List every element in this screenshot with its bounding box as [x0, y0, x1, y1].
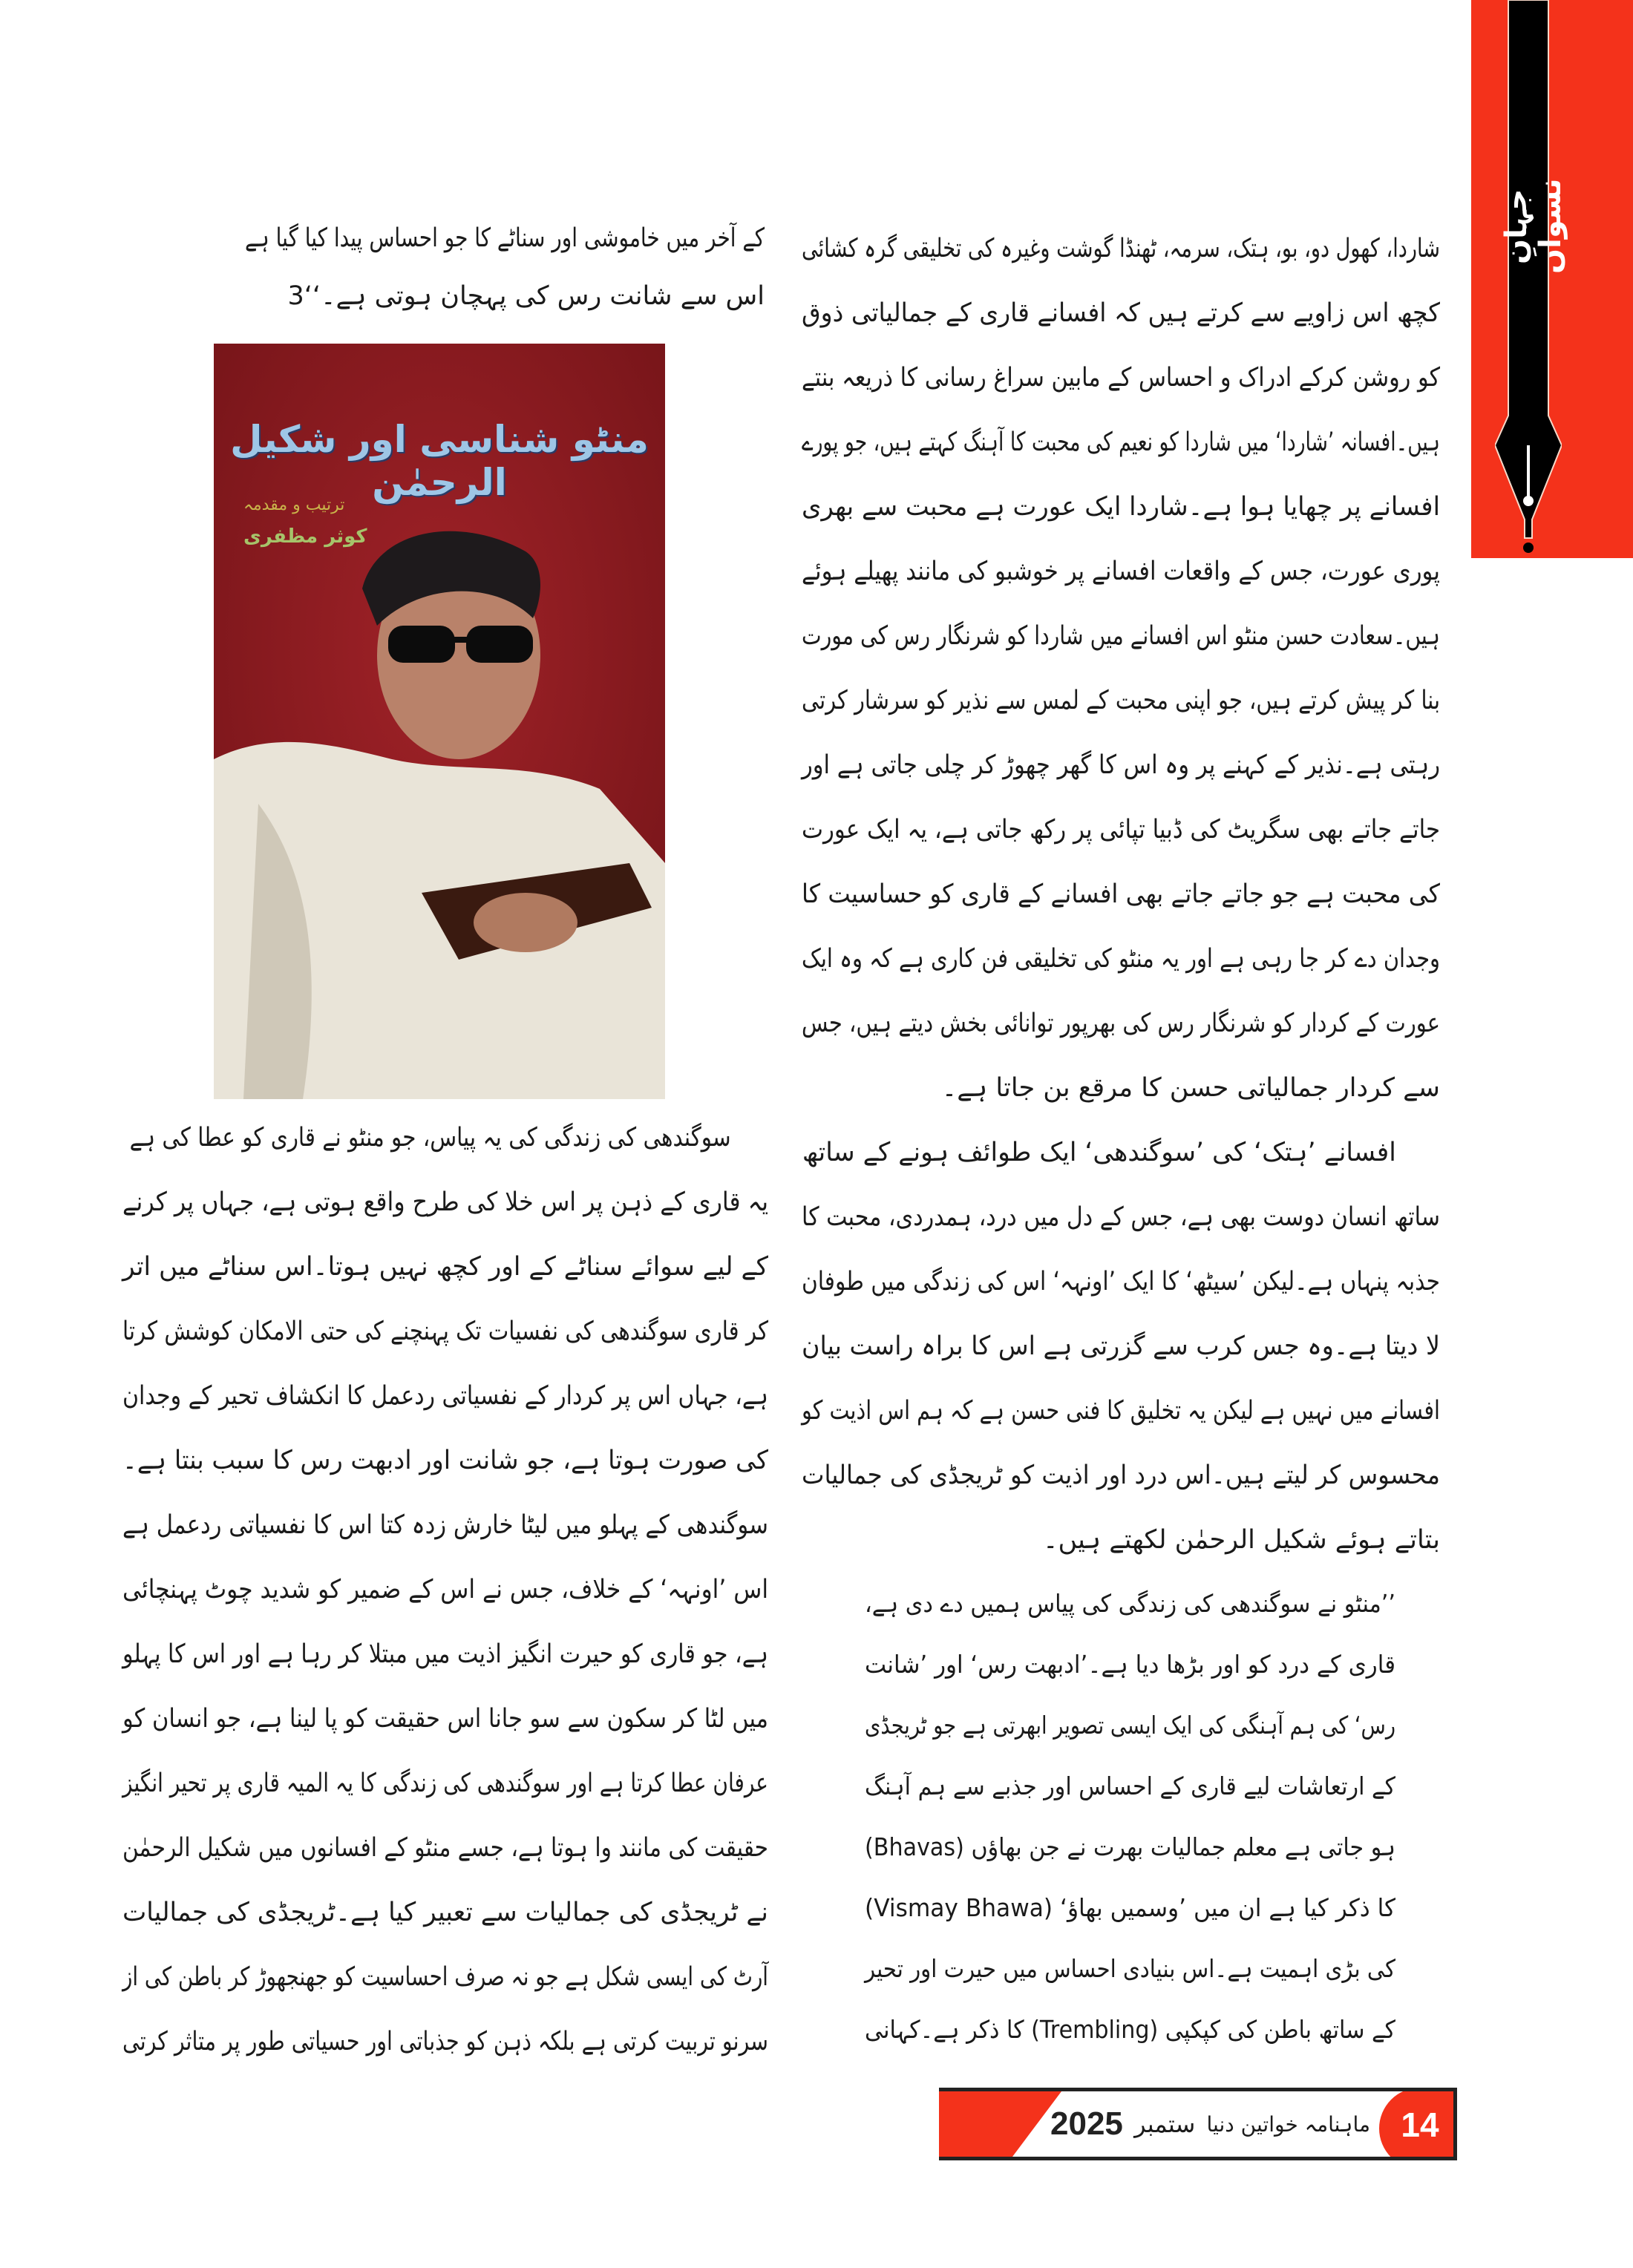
footer-text-row	[1050, 2091, 1370, 2157]
text-line-row	[801, 475, 1440, 540]
text-line: حقیقت کی مانند وا ہوتا ہے، جسے منٹو کے افسانوں میں شکیل الرحمٰن	[122, 1833, 768, 1863]
text-line: ہے، جہاں اس پر کردار کے نفسیاتی ردعمل کا انکشاف تحیر کے وجدان	[122, 1381, 769, 1411]
text-line: سے کردار جمالیاتی حسن کا مرقع بن جاتا ہے۔	[941, 1073, 1440, 1103]
text-line: ساتھ انسان دوست بھی ہے، جس کے دل میں درد، ہمدردی، محبت کا	[802, 1202, 1440, 1232]
right-column-text	[802, 217, 1440, 1573]
text-line-row	[122, 1299, 768, 1364]
text-line-row	[864, 1999, 1395, 2060]
text-line-row	[801, 1314, 1440, 1379]
book-cover-image	[214, 344, 665, 1099]
cover-author: کوثر مظفری	[243, 525, 367, 548]
text-line: ’’منٹو نے سوگندھی کی زندگی کی پیاس ہمیں دے دی ہے،	[864, 1589, 1395, 1618]
text-line: کی محبت ہے جو جاتے جاتے بھی افسانے کے قاری کو حساسیت کا	[801, 879, 1440, 909]
text-line: رہتی ہے۔نذیر کے کہنے پر وہ اس کا گھر چھوڑ کر چلی جاتی ہے اور	[801, 750, 1440, 780]
text-line: ہیں۔افسانہ ’شاردا‘ میں شاردا کو نعیم کی محبت کا آہنگ کہتے ہیں، جو پورے	[802, 427, 1440, 457]
text-line: آرٹ کی ایسی شکل ہے جو نہ صرف احساسیت کو جھنجھوڑ کر باطن کی از	[122, 1962, 768, 1992]
text-line: میں لٹا کر سکون سے سو جانا اس حقیقت کو پا لینا ہے، جو انسان کو	[122, 1704, 768, 1734]
text-line: کے آخر میں خاموشی اور سناٹے کا جو احساس پیدا کیا گیا ہے	[245, 223, 765, 253]
footer-month: ستمبر	[1134, 2110, 1196, 2138]
text-line-row	[801, 540, 1440, 604]
text-line-row	[865, 1878, 1395, 1938]
text-line: جذبہ پنہاں ہے۔لیکن ’سیٹھ‘ کا ایک ’اونہہ‘ اس کی زندگی میں طوفان	[801, 1267, 1440, 1297]
left-column-top-text	[245, 209, 765, 325]
text-line-row	[802, 669, 1440, 733]
text-line-row	[802, 927, 1440, 992]
text-line: بتاتے ہوئے شکیل الرحمٰن لکھتے ہیں۔	[1042, 1525, 1440, 1555]
text-line: کے ارتعاشات لیے قاری کے احساس اور جذبے سے ہم آہنگ	[865, 1772, 1395, 1800]
text-line-row	[802, 410, 1440, 475]
text-line-row	[802, 1121, 1440, 1185]
text-line: وجدان دے کر جا رہی ہے اور یہ منٹو کی تخلیقی فن کاری ہے کہ وہ ایک	[802, 944, 1440, 974]
text-line-row	[865, 1695, 1395, 1756]
text-line: ہیں۔سعادت حسن منٹو اس افسانے میں شاردا کو شرنگار رس کی مورت	[802, 621, 1440, 651]
text-line: سرنو تربیت کرتی ہے بلکہ ذہن کو جذباتی اور حسیاتی طور پر متاثر کرتی	[122, 2027, 768, 2056]
text-line-row	[802, 1443, 1441, 1508]
text-line-row	[122, 1687, 768, 1751]
text-line: کی بڑی اہمیت ہے۔اس بنیادی احساس میں حیرت اور تحیر	[865, 1954, 1395, 1983]
text-line-row	[245, 267, 765, 325]
cover-subtitle: ترتیب و مقدمہ	[243, 496, 345, 514]
text-line-row	[802, 798, 1440, 862]
text-line-row	[865, 1756, 1395, 1817]
text-line: بنا کر پیش کرتے ہیں، جو اپنی محبت کے لمس سے نذیر کو سرشار کرتی	[802, 686, 1440, 715]
text-line-row	[802, 217, 1440, 281]
text-line: اس سے شانت رس کی پہچان ہوتی ہے۔‘‘3	[287, 281, 765, 311]
text-line-row	[801, 992, 1440, 1056]
text-line-row	[122, 1945, 768, 2010]
page-footer	[939, 2088, 1457, 2160]
text-line-row	[122, 2010, 768, 2074]
footer-logo-woman-pen-icon	[939, 2091, 1061, 2157]
text-line: کا ذکر کیا ہے ان میں ’وسمیں بھاؤ‘ (Vismay Bhawa)	[865, 1893, 1395, 1922]
text-line-row	[865, 1938, 1395, 1999]
page-number: 14	[1379, 2088, 1457, 2160]
text-line-row	[801, 733, 1440, 798]
text-line: لا دیتا ہے۔وہ جس کرب سے گزرتی ہے اس کا براہ راست بیان	[801, 1331, 1440, 1361]
text-line-row	[245, 209, 765, 267]
footer-year: 2025	[1050, 2105, 1123, 2142]
text-line-row	[802, 1185, 1440, 1250]
text-line: رس‘ کی ہم آہنگی کی ایک ایسی تصویر ابھرتی ہے جو ٹریجڈی	[865, 1711, 1395, 1740]
text-line: یہ قاری کے ذہن پر اس خلا کی طرح واقع ہوتی ہے، جہاں پر کرنے	[122, 1187, 768, 1217]
text-line: کو روشن کرکے ادراک و احساس کے مابین سراغ رسانی کا ذریعہ بنتے	[802, 363, 1440, 393]
text-line-row	[122, 1170, 768, 1235]
text-line-row	[801, 1250, 1440, 1314]
section-tab	[1471, 0, 1633, 558]
text-line: کر قاری سوگندھی کی نفسیات تک پہنچنے کی حتی الامکان کوشش کرتا	[122, 1317, 768, 1346]
text-line-row	[865, 1817, 1395, 1878]
text-line-row	[864, 1573, 1395, 1634]
text-line-row	[802, 346, 1440, 410]
text-line-row	[801, 862, 1440, 927]
text-line: اس ’اونہہ‘ کے خلاف، جس نے اس کے ضمیر کو شدید چوٹ پہنچائی	[122, 1575, 768, 1605]
cover-title: منٹو شناسی اور شکیل الرحمٰن	[230, 418, 649, 504]
text-line-row	[122, 1881, 769, 1945]
text-line-row	[122, 1816, 768, 1881]
text-line: کچھ اس زاویے سے کرتے ہیں کہ افسانے قاری کے جمالیاتی ذوق	[802, 298, 1440, 328]
text-line: افسانے پر چھایا ہوا ہے۔شاردا ایک عورت ہے محبت سے بھری	[801, 492, 1440, 522]
text-line-row	[802, 604, 1440, 669]
text-line: قاری کے درد کو اور بڑھا دیا ہے۔’ادبھت رس‘ اور ’شانت	[865, 1650, 1395, 1679]
text-line-row	[122, 1364, 769, 1429]
magazine-name: ماہنامہ خواتین دنیا	[1206, 2111, 1370, 2137]
text-line: کی صورت ہوتا ہے، جو شانت اور ادبھت رس کا سبب بنتا ہے۔	[122, 1446, 768, 1475]
block-quote	[865, 1573, 1395, 2060]
text-line-row	[122, 1235, 768, 1299]
text-line-row	[129, 1106, 768, 1170]
text-line: محسوس کر لیتے ہیں۔اس درد اور اذیت کو ٹریجڈی کی جمالیات	[802, 1461, 1440, 1490]
text-line: افسانے ’ہتک‘ کی ’سوگندھی‘ ایک طوائف ہونے کے ساتھ	[802, 1138, 1396, 1167]
text-line: ہو جاتی ہے معلم جمالیات بھرت نے جن بھاؤں (Bhavas)	[865, 1832, 1395, 1861]
text-line-row	[122, 1493, 769, 1558]
text-line: جاتے جاتے بھی سگریٹ کی ڈبیا تپائی پر رکھ جاتی ہے، یہ ایک عورت	[802, 815, 1440, 845]
section-title: جہانِ نسواں	[1499, 178, 1568, 275]
text-line: عورت کے کردار کو شرنگار رس کی بھرپور توانائی بخش دیتے ہیں، جس	[801, 1009, 1440, 1038]
text-line: افسانے میں نہیں ہے لیکن یہ تخلیق کا فنی حسن ہے کہ ہم اس اذیت کو	[801, 1396, 1440, 1426]
text-line: پوری عورت، جس کے واقعات افسانے پر خوشبو کی مانند پھیلے ہوئے	[801, 557, 1440, 586]
text-line-row	[802, 1056, 1440, 1121]
text-line-row	[801, 1379, 1440, 1443]
text-line-row	[122, 1751, 769, 1816]
text-line-row	[122, 1429, 768, 1493]
text-line-row	[122, 1622, 768, 1687]
text-line-row	[802, 281, 1440, 346]
text-line: سوگندھی کی زندگی کی یہ پیاس، جو منٹو نے قاری کو عطا کی ہے	[129, 1123, 731, 1153]
text-line: ہے، جو قاری کو حیرت انگیز اذیت میں مبتلا کر رہا ہے اور اس کا پہلو	[122, 1639, 768, 1669]
text-line-row	[802, 1508, 1440, 1573]
text-line: عرفان عطا کرتا ہے اور سوگندھی کی زندگی کا یہ المیہ قاری پر تحیر انگیز	[122, 1769, 769, 1798]
text-line: کے لیے سوائے سناٹے کے اور کچھ نہیں ہوتا۔اس سناٹے میں اتر	[122, 1252, 768, 1282]
text-line-row	[122, 1558, 768, 1622]
text-line: نے ٹریجڈی کی جمالیات سے تعبیر کیا ہے۔ٹریجڈی کی جمالیات	[122, 1898, 769, 1927]
left-column-bottom-text	[122, 1106, 768, 2074]
text-line: کے ساتھ باطن کی کپکپی (Trembling) کا ذکر ہے۔کہانی	[864, 2015, 1395, 2044]
text-line: سوگندھی کے پہلو میں لیٹا خارش زدہ کتا اس کا نفسیاتی ردعمل ہے	[122, 1510, 769, 1540]
text-line-row	[865, 1634, 1395, 1695]
text-line: شاردا، کھول دو، بو، ہتک، سرمہ، ٹھنڈا گوشت وغیرہ کی تخلیقی گرہ کشائی	[802, 234, 1440, 263]
